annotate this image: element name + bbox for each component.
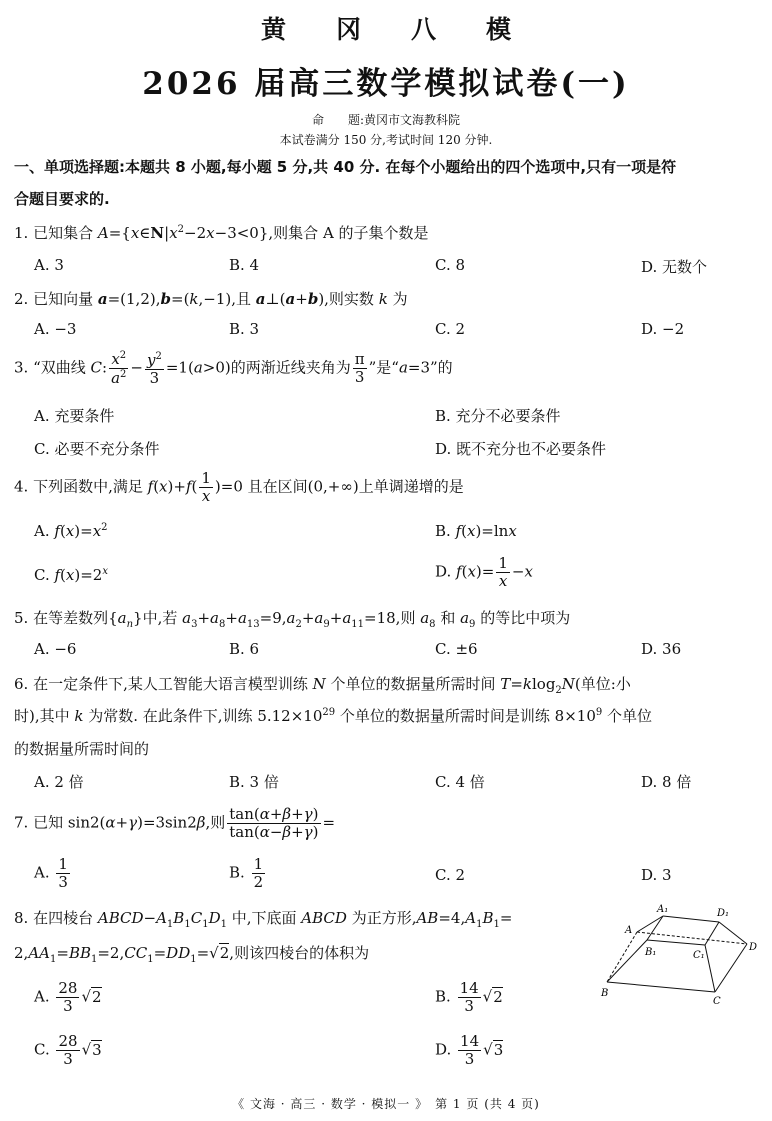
q3-option-c: C. 必要不充分条件	[34, 440, 160, 458]
question-6-line1: 6. 在一定条件下,某人工智能大语言模型训练 N 个单位的数据量所需时间 T=klog$_2$N(单位:小	[14, 675, 631, 696]
q1-option-b: B. 4	[229, 256, 260, 274]
label-d1: D₁	[717, 908, 730, 919]
q2-option-a: A. −3	[34, 320, 77, 338]
label-c: C	[713, 996, 721, 1007]
label-b: B	[601, 988, 609, 999]
question-3: 3. “双曲线 C: $\frac{x^2}{a^2}$ − $\frac{y^2}{3}$ =1(a>0)的两渐近线夹角为 $\frac{\pi}{3}$ ”是“a=3”的	[14, 350, 453, 387]
exam-series-title: 黄冈八模	[260, 15, 561, 44]
q7-option-d: D. 3	[641, 866, 672, 884]
q3-option-b: B. 充分不必要条件	[435, 407, 561, 425]
question-4: 4. 下列函数中,满足 f(x)+f( $\frac{1}{x}$ )=0 且在区间(0,+∞)上单调递增的是	[14, 469, 464, 505]
exam-title: 2026 届高三数学模拟试卷(一)	[142, 66, 630, 102]
exam-author: 命 题:黄冈市文海教科院	[311, 113, 461, 127]
q6-option-b: B. 3 倍	[229, 773, 279, 791]
q5-option-b: B. 6	[229, 640, 260, 658]
q8-option-a: A. $\frac{28}{3}$ √2	[34, 979, 102, 1015]
q5-option-c: C. ±6	[435, 640, 478, 658]
label-a1: A₁	[657, 904, 669, 915]
q1-option-d: D. 无数个	[641, 258, 708, 276]
q3-option-a: A. 充要条件	[34, 407, 115, 425]
q1-option-c: C. 8	[435, 256, 466, 274]
label-b1: B₁	[645, 947, 657, 958]
q4-option-a: A. $f(x)=x^2$	[34, 522, 108, 540]
q7-option-c: C. 2	[435, 866, 466, 884]
label-d: D	[749, 942, 758, 953]
q5-option-d: D. 36	[641, 640, 682, 658]
question-1: 1. 已知集合 $A=\{x\in N|x^2-2x-3<0\}$,则集合 A 的子集个数是	[14, 224, 429, 242]
question-8-line1: 8. 在四棱台 $ABCD-A_1B_1C_1D_1$ 中,下底面 ABCD 为正方形$,AB=4,A_1B_1=$	[14, 909, 513, 930]
q6-option-d: D. 8 倍	[641, 773, 692, 791]
section-heading-line2: 合题目要求的.	[14, 190, 110, 208]
label-a: A	[625, 925, 633, 936]
exam-info: 本试卷满分 150 分,考试时间 120 分钟.	[279, 133, 493, 147]
q5-option-a: A. −6	[34, 640, 77, 658]
question-6-line2: 时),其中 k 为常数. 在此条件下,训练 $5.12\times 10^{29}$ 个单位的数据量所需时间是训练 $8\times 10^9$ 个单位	[14, 707, 653, 725]
q6-option-a: A. 2 倍	[34, 773, 84, 791]
question-8-line2: $2,AA_1=BB_1=2,CC_1=DD_1=√2$,则该四棱台的体积为	[14, 944, 370, 965]
question-2: 2. 已知向量 a=(1,2),b=(k,−1),且 a⊥(a+b),则实数 k 为	[14, 290, 408, 308]
label-c1: C₁	[693, 950, 705, 961]
q7-option-b: B. $\frac{1}{2}$	[229, 855, 264, 891]
q1-option-a: A. 3	[34, 256, 64, 274]
page-footer: 《 文海 · 高三 · 数学 · 模拟一 》 第 1 页 (共 4 页)	[232, 1097, 540, 1111]
q8-option-b: B. $\frac{14}{3}$ √2	[435, 979, 503, 1015]
q4-option-c: C. $f(x)=2^x$	[34, 566, 108, 584]
q8-option-c: C. $\frac{28}{3}$ √3	[34, 1032, 102, 1068]
q4-option-b: B. f(x)=lnx	[435, 522, 517, 540]
q2-option-d: D. −2	[641, 320, 685, 338]
q8-option-d: D. $\frac{14}{3}$ √3	[435, 1032, 504, 1068]
question-6-line3: 的数据量所需时间的	[14, 740, 150, 758]
question-5: 5. 在等差数列$\{a_n\}$中,若 $a_3+a_8+a_{13}=9,a_2+a_9+a_{11}=18$,则 $a_8$ 和 $a_9$ 的等比中项为	[14, 609, 571, 630]
q2-option-c: C. 2	[435, 320, 466, 338]
q3-option-d: D. 既不充分也不必要条件	[435, 440, 607, 458]
q2-option-b: B. 3	[229, 320, 260, 338]
question-7: 7. 已知 sin2(α+γ)=3sin2β,则 $\frac{\tan(\alpha+\beta+\gamma)}{\tan(\alpha-\beta+\gamma)}$ =	[14, 805, 336, 841]
q6-option-c: C. 4 倍	[435, 773, 485, 791]
q7-option-a: A. $\frac{1}{3}$	[34, 855, 68, 891]
frustum-figure	[595, 902, 765, 1008]
q4-option-d: D. f(x)= $\frac{1}{x}$ −x	[435, 554, 533, 590]
section-heading-line1: 一、单项选择题:本题共 8 小题,每小题 5 分,共 40 分. 在每个小题给出的四个选项中,只有一项是符	[14, 158, 677, 176]
